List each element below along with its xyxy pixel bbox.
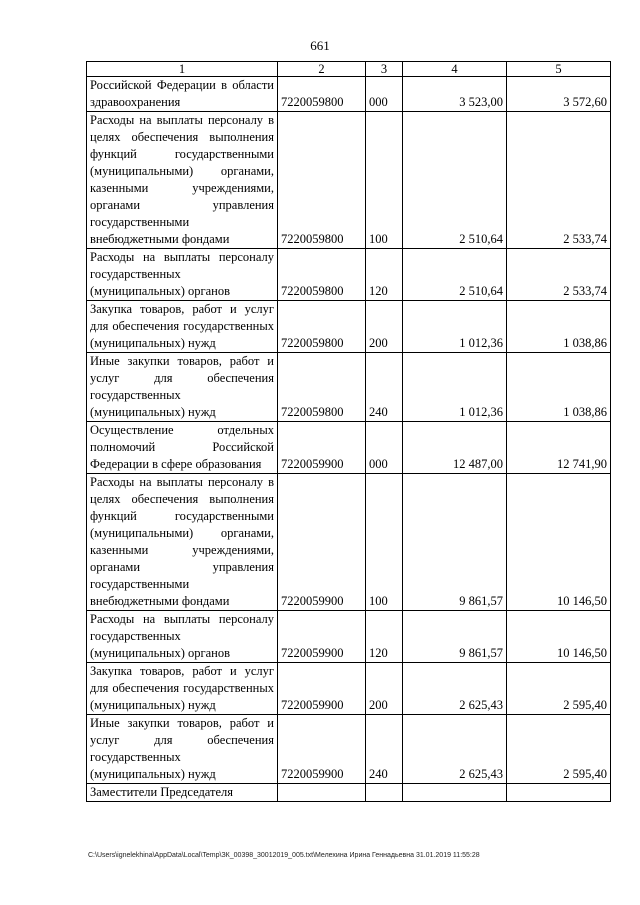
- amount-year-2: 12 741,90: [507, 422, 611, 474]
- amount-year-1: 1 012,36: [403, 301, 507, 353]
- expense-type-code: 000: [366, 77, 403, 112]
- table-row: [87, 715, 611, 784]
- target-article-code: 7220059800: [278, 301, 366, 353]
- amount-year-1: 9 861,57: [403, 474, 507, 611]
- amount-year-2: 10 146,50: [507, 611, 611, 663]
- target-article-code: [278, 784, 366, 802]
- target-article-code: 7220059800: [278, 249, 366, 301]
- table-row: [87, 301, 611, 353]
- table-row: [87, 77, 611, 112]
- expense-type-code: 200: [366, 663, 403, 715]
- amount-year-2: 10 146,50: [507, 474, 611, 611]
- expense-description: Закупка товаров, работ и услуг для обеспечения государственных (муниципальных) нужд: [87, 663, 278, 715]
- amount-year-2: [507, 784, 611, 802]
- amount-year-1: 2 510,64: [403, 249, 507, 301]
- expense-type-code: 240: [366, 353, 403, 422]
- amount-year-1: [403, 784, 507, 802]
- target-article-code: 7220059900: [278, 663, 366, 715]
- expense-description: Расходы на выплаты персоналу в целях обеспечения выполнения функций государственными (муниципальными) органами, казенными учреждениями, органами управления государственными внебюджетными фондами: [87, 112, 278, 249]
- target-article-code: 7220059900: [278, 474, 366, 611]
- table-row: [87, 611, 611, 663]
- expense-type-code: 120: [366, 249, 403, 301]
- column-header: 4: [403, 62, 507, 77]
- expense-type-code: 240: [366, 715, 403, 784]
- expense-type-code: 200: [366, 301, 403, 353]
- table-row: [87, 112, 611, 249]
- table-header-row: [87, 62, 611, 77]
- table-row: [87, 422, 611, 474]
- expense-description: Иные закупки товаров, работ и услуг для обеспечения государственных (муниципальных) нужд: [87, 715, 278, 784]
- amount-year-1: 2 625,43: [403, 715, 507, 784]
- expense-description: Расходы на выплаты персоналу государственных (муниципальных) органов: [87, 611, 278, 663]
- target-article-code: 7220059800: [278, 77, 366, 112]
- amount-year-1: 9 861,57: [403, 611, 507, 663]
- amount-year-2: 3 572,60: [507, 77, 611, 112]
- expense-description: Закупка товаров, работ и услуг для обеспечения государственных (муниципальных) нужд: [87, 301, 278, 353]
- table-row: [87, 353, 611, 422]
- target-article-code: 7220059900: [278, 611, 366, 663]
- target-article-code: 7220059900: [278, 422, 366, 474]
- table-row: [87, 663, 611, 715]
- amount-year-2: 2 533,74: [507, 249, 611, 301]
- amount-year-2: 1 038,86: [507, 301, 611, 353]
- expense-description: Расходы на выплаты персоналу государственных (муниципальных) органов: [87, 249, 278, 301]
- expense-description: Иные закупки товаров, работ и услуг для обеспечения государственных (муниципальных) нужд: [87, 353, 278, 422]
- amount-year-2: 2 533,74: [507, 112, 611, 249]
- column-header: 1: [87, 62, 278, 77]
- expense-description: Российской Федерации в области здравоохранения: [87, 77, 278, 112]
- amount-year-1: 3 523,00: [403, 77, 507, 112]
- column-header: 5: [507, 62, 611, 77]
- budget-table: [86, 61, 611, 802]
- expense-description: Заместители Председателя: [87, 784, 278, 802]
- expense-description: Расходы на выплаты персоналу в целях обеспечения выполнения функций государственными (муниципальными) органами, казенными учреждениями, органами управления государственными внебюджетными фондами: [87, 474, 278, 611]
- column-header: 2: [278, 62, 366, 77]
- column-header: 3: [366, 62, 403, 77]
- target-article-code: 7220059800: [278, 353, 366, 422]
- target-article-code: 7220059900: [278, 715, 366, 784]
- amount-year-1: 12 487,00: [403, 422, 507, 474]
- amount-year-2: 2 595,40: [507, 715, 611, 784]
- amount-year-2: 2 595,40: [507, 663, 611, 715]
- amount-year-1: 2 510,64: [403, 112, 507, 249]
- expense-type-code: 120: [366, 611, 403, 663]
- file-path-footer: C:\Users\ignelekhina\AppData\Local\Temp\ЗК_00398_30012019_005.txt\Мелехина Ирина Геннадьевна 31.01.2019 11:55:28: [88, 852, 480, 859]
- expense-type-code: 100: [366, 112, 403, 249]
- expense-type-code: [366, 784, 403, 802]
- table-row: [87, 249, 611, 301]
- amount-year-1: 1 012,36: [403, 353, 507, 422]
- amount-year-2: 1 038,86: [507, 353, 611, 422]
- expense-description: Осуществление отдельных полномочий Российской Федерации в сфере образования: [87, 422, 278, 474]
- page-number: 661: [310, 38, 330, 53]
- expense-type-code: 000: [366, 422, 403, 474]
- amount-year-1: 2 625,43: [403, 663, 507, 715]
- expense-type-code: 100: [366, 474, 403, 611]
- target-article-code: 7220059800: [278, 112, 366, 249]
- table-row: [87, 784, 611, 802]
- table-row: [87, 474, 611, 611]
